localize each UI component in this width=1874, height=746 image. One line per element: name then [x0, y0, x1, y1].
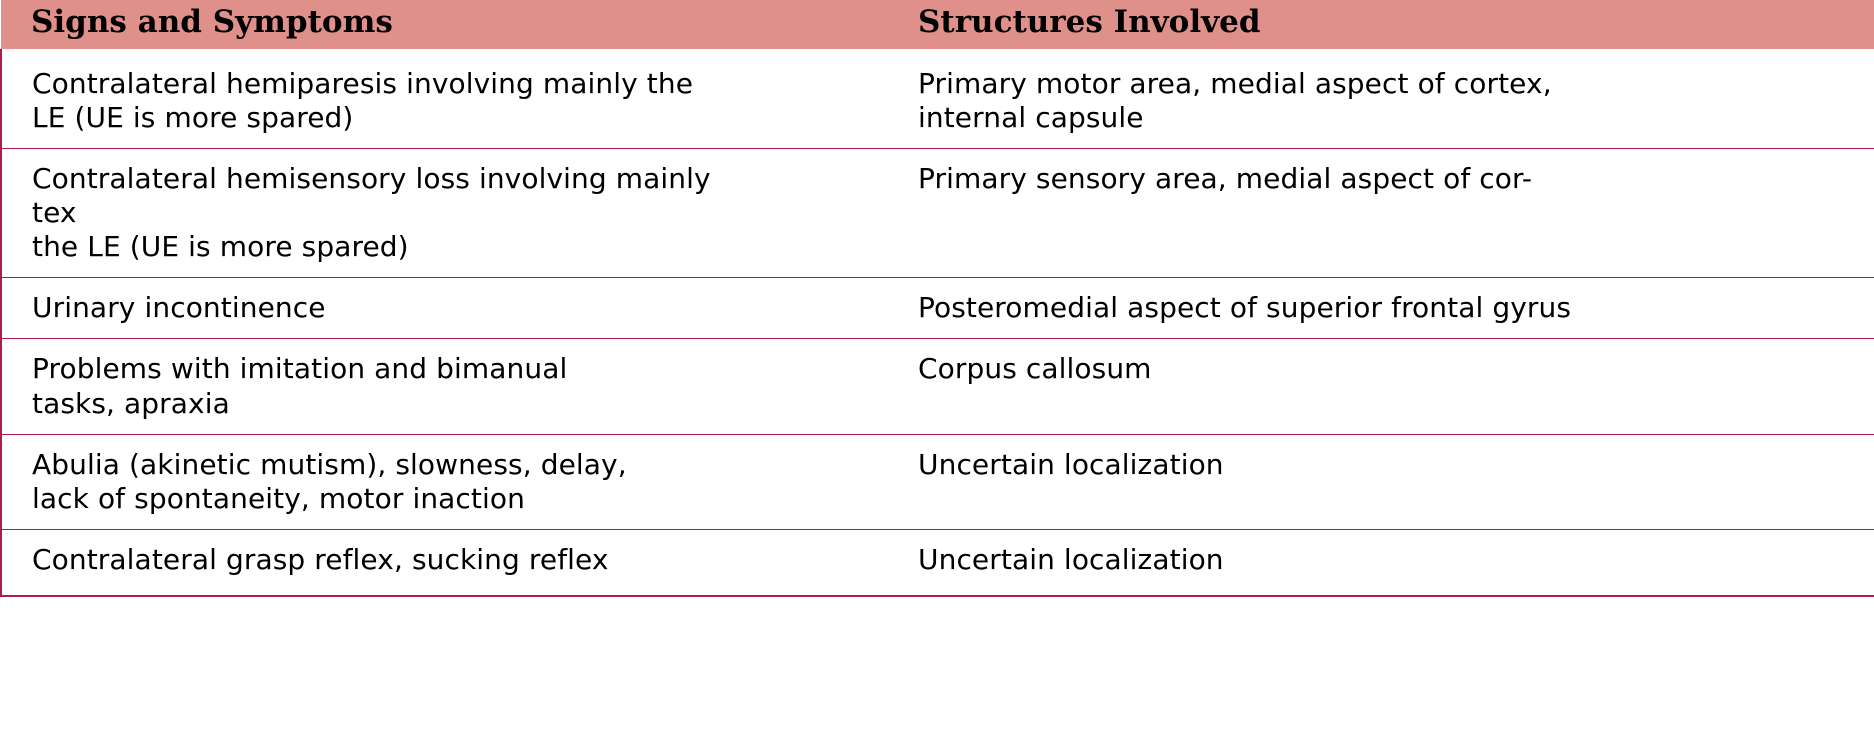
table-header — [1, 0, 1874, 49]
cell-signs-and-symptoms: Contralateral hemisensory loss involving mainly tex the LE (UE is more spared) — [1, 148, 906, 277]
table-row — [1, 49, 1874, 149]
table-body — [1, 49, 1874, 597]
cell-structures-involved: Posteromedial aspect of superior frontal gyrus — [906, 278, 1874, 339]
cell-structures-involved: Uncertain localization — [906, 434, 1874, 529]
cell-structures-involved: Uncertain localization — [906, 530, 1874, 597]
table-row — [1, 148, 1874, 277]
cell-signs-and-symptoms: Problems with imitation and bimanual tasks, apraxia — [1, 339, 906, 434]
cell-signs-and-symptoms: Contralateral grasp reflex, sucking reflex — [1, 530, 906, 597]
cell-signs-and-symptoms: Abulia (akinetic mutism), slowness, delay, lack of spontaneity, motor inaction — [1, 434, 906, 529]
cell-structures-involved: Primary motor area, medial aspect of cortex, internal capsule — [918, 66, 1552, 134]
column-header-structures-involved: Structures Involved — [906, 0, 1874, 49]
table-header-row — [1, 0, 1874, 49]
cell-structures-involved: Corpus callosum — [906, 339, 1874, 434]
table-row — [1, 278, 1874, 339]
table-row — [1, 339, 1874, 434]
column-header-signs-and-symptoms: Signs and Symptoms — [1, 0, 906, 49]
table-row — [1, 530, 1874, 597]
cell-signs-and-symptoms: Urinary incontinence — [1, 278, 906, 339]
cell-signs-and-symptoms: Contralateral hemiparesis involving mainly the LE (UE is more spared) — [32, 66, 694, 134]
table-row — [1, 434, 1874, 529]
cell-structures-involved: Primary sensory area, medial aspect of cor- — [906, 148, 1874, 277]
